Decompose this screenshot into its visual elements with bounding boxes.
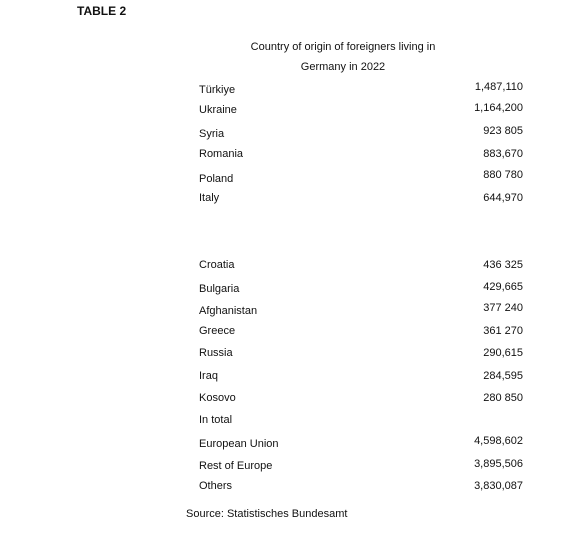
row-value: 429,665 <box>483 281 523 293</box>
row-value: 4,598,602 <box>474 435 523 447</box>
table-title-line-2: Germany in 2022 <box>300 61 386 73</box>
row-label: Ukraine <box>199 104 237 116</box>
row-label: Türkiye <box>199 84 236 96</box>
row-value: 883,670 <box>483 148 523 160</box>
row-label: Croatia <box>199 259 235 271</box>
row-value: 436 325 <box>483 259 523 271</box>
row-label: Russia <box>199 347 233 359</box>
row-label: Others <box>199 480 233 492</box>
row-label: Rest of Europe <box>199 460 273 472</box>
row-value: 1,487,110 <box>474 81 523 93</box>
row-value: 361 270 <box>483 325 523 337</box>
row-value: 280 850 <box>483 392 523 404</box>
row-label: Iraq <box>199 370 218 382</box>
row-value: 3,895,506 <box>474 458 523 470</box>
table-title-line-1: Country of origin of foreigners living in <box>250 41 436 53</box>
row-label: Romania <box>199 148 244 160</box>
row-value: 1,164,200 <box>474 102 523 114</box>
source-note: Source: Statistisches Bundesamt <box>186 508 348 520</box>
row-value: 284,595 <box>483 370 523 382</box>
row-label: Greece <box>199 325 236 337</box>
row-value: 290,615 <box>483 347 523 359</box>
row-label: Poland <box>199 173 234 185</box>
row-label: European Union <box>199 438 279 450</box>
row-value: 644,970 <box>483 192 523 204</box>
row-label: Syria <box>199 128 225 140</box>
row-value: 3,830,087 <box>474 480 523 492</box>
row-label: In total <box>199 414 233 426</box>
table-heading: TABLE 2 <box>77 4 127 18</box>
row-value: 377 240 <box>483 302 523 314</box>
row-value: 923 805 <box>483 125 523 137</box>
row-value: 880 780 <box>483 169 523 181</box>
row-label: Afghanistan <box>199 305 258 317</box>
row-label: Italy <box>199 192 220 204</box>
row-label: Kosovo <box>199 392 236 404</box>
row-label: Bulgaria <box>199 283 240 295</box>
